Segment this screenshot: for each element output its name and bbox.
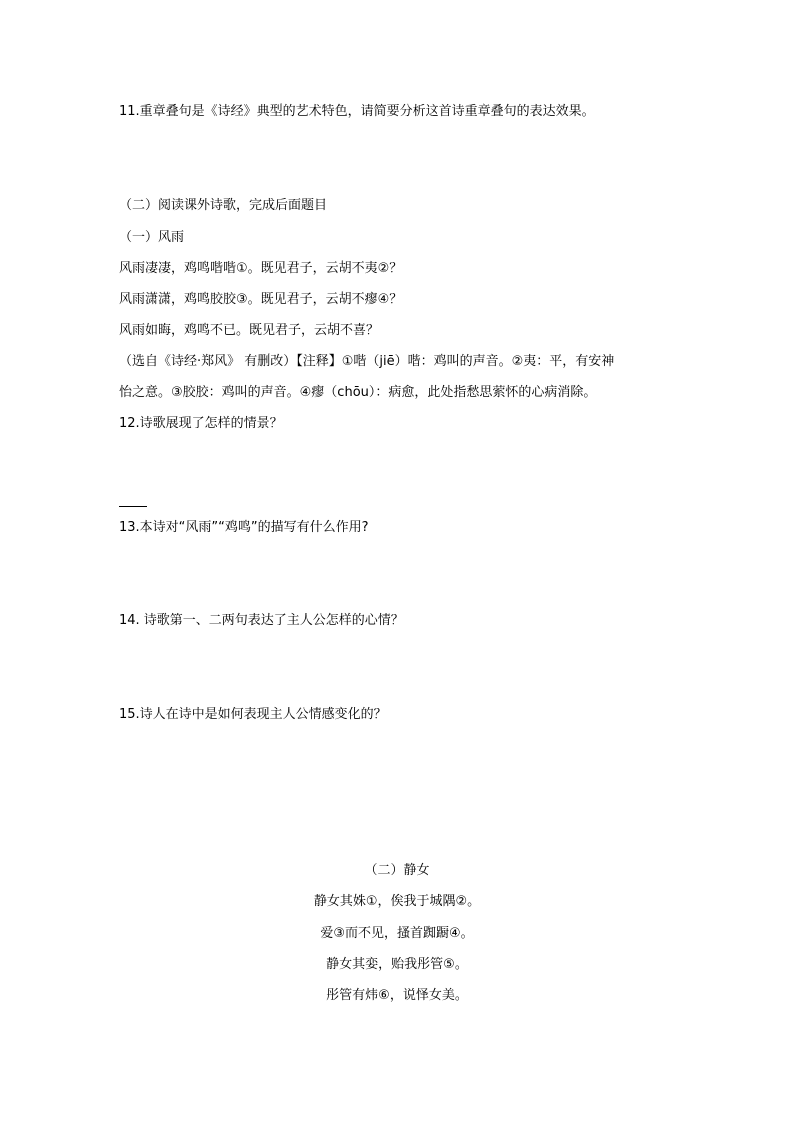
question-12: 12.诗歌展现了怎样的情景？ — [119, 416, 283, 431]
answer-blank — [119, 506, 147, 507]
poem-2-line-3: 静女其娈，贻我彤管⑤。 — [326, 957, 468, 972]
poem-1-line-3: 风雨如晦，鸡鸣不已。既见君子，云胡不喜？ — [119, 323, 380, 338]
poem-1-line-1: 风雨凄凄，鸡鸣喈喈①。既见君子，云胡不夷②？ — [119, 261, 403, 276]
question-14: 14. 诗歌第一、二两句表达了主人公怎样的心情？ — [119, 613, 404, 628]
poem-1-line-2: 风雨潇潇，鸡鸣胶胶③。既见君子，云胡不瘳④？ — [119, 292, 403, 307]
poem-2-line-2: 爱③而不见，搔首踟蹰④。 — [320, 926, 474, 941]
poem-1-notes-line-2: 怡之意。③胶胶：鸡叫的声音。④瘳（chōu）：病愈，此处指愁思萦怀的心病消除。 — [119, 385, 597, 400]
section-2-intro: （二）阅读课外诗歌，完成后面题目 — [119, 198, 328, 213]
poem-1-title: （一）风雨 — [119, 230, 185, 245]
question-13: 13.本诗对“风雨”“鸡鸣”的描写有什么作用? — [119, 520, 369, 535]
poem-2-line-4: 彤管有炜⑥，说怿女美。 — [326, 988, 468, 1003]
poem-2-line-1: 静女其姝①，俟我于城隅②。 — [313, 894, 481, 909]
poem-2-title: （二）静女 — [364, 863, 430, 878]
question-11: 11.重章叠句是《诗经》典型的艺术特色，请简要分析这首诗重章叠句的表达效果。 — [119, 104, 595, 119]
question-15: 15.诗人在诗中是如何表现主人公情感变化的？ — [119, 707, 387, 722]
poem-1-notes-line-1: （选自《诗经·郑风》 有删改）【注释】①喈（jiē）喈：鸡叫的声音。②夷：平，有安神 — [119, 354, 615, 369]
